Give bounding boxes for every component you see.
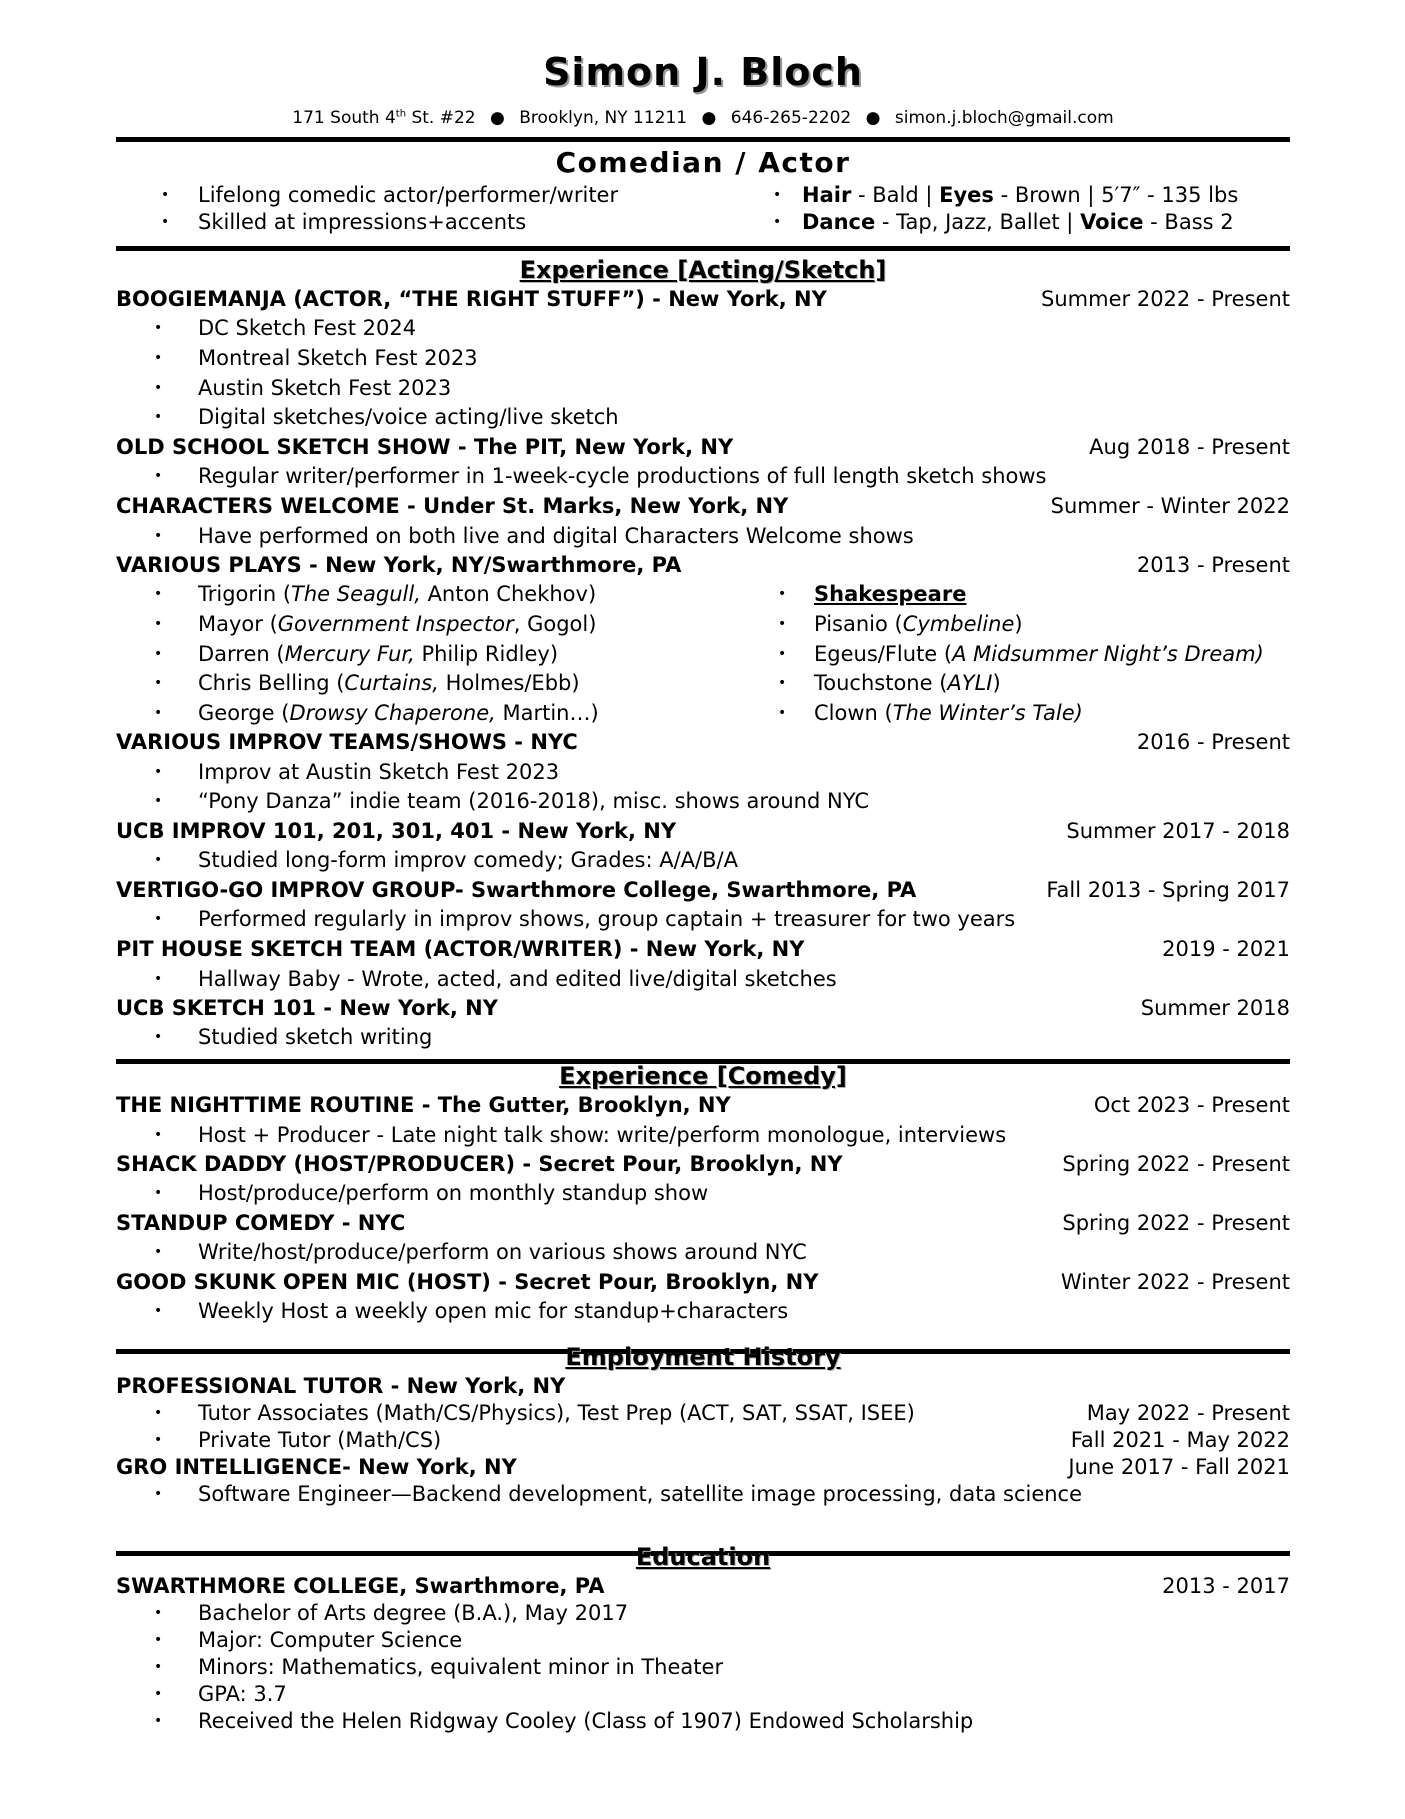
entry-bullet: • Regular writer/performer in 1-week-cycle productions of full length sketch shows [116, 461, 1290, 491]
bullet-icon: • [161, 214, 170, 230]
city: Brooklyn, NY 11211 [519, 108, 688, 128]
summary-item: Skilled at impressions+accents [198, 210, 527, 234]
entry-bullet: • Host + Producer - Late night talk show: write/perform monologue, interviews [116, 1120, 1290, 1150]
entry-date: Spring 2022 - Present [1062, 1152, 1290, 1176]
address: 171 South 4th St. #22 [292, 108, 476, 128]
entry-header: SWARTHMORE COLLEGE, Swarthmore, PA 2013 - 2017 [116, 1571, 1290, 1601]
entry-bullet: • Weekly Host a weekly open mic for standup+characters [116, 1296, 1290, 1326]
contact-line [116, 108, 1290, 128]
bullet-icon: • [154, 320, 163, 336]
entry-date: Winter 2022 - Present [1060, 1270, 1290, 1294]
entry-bullet: • Minors: Mathematics, equivalent minor in Theater [116, 1652, 1290, 1682]
entry-date: Summer 2022 - Present [1041, 287, 1290, 311]
entry-date: 2013 - 2017 [1162, 1574, 1290, 1598]
entry-bullet: • Montreal Sketch Fest 2023 [116, 343, 1290, 373]
bullet-icon: • [161, 187, 170, 203]
entry-bullet: • Improv at Austin Sketch Fest 2023 [116, 757, 1290, 787]
section-divider [116, 137, 1290, 142]
section-heading-comedy: Experience [Comedy] [559, 1062, 847, 1090]
entry-date: Aug 2018 - Present [1089, 435, 1290, 459]
bullet-icon: • [154, 705, 163, 721]
bullet-icon: • [778, 586, 787, 602]
bullet-icon: • [154, 1686, 163, 1702]
bullet-icon: • [154, 1632, 163, 1648]
bullet-icon: • [154, 793, 163, 809]
bullet-icon: • [154, 1303, 163, 1319]
plays-row: • Darren (Mercury Fur, Philip Ridley) • Egeus/Flute (A Midsummer Night’s Dream) [116, 639, 1290, 669]
bullet-icon: • [154, 616, 163, 632]
entry-bullet: • Digital sketches/voice acting/live sketch [116, 402, 1290, 432]
entry-date: Spring 2022 - Present [1062, 1211, 1290, 1235]
entry-bullet: • “Pony Danza” indie team (2016-2018), misc. shows around NYC [116, 786, 1290, 816]
bullet-icon: • [154, 1659, 163, 1675]
entry-bullet: • GPA: 3.7 [116, 1679, 1290, 1709]
entry-bullet: • Studied sketch writing [116, 1022, 1290, 1052]
entry-header: BOOGIEMANJA (ACTOR, “THE RIGHT STUFF”) - New York, NY Summer 2022 - Present [116, 284, 1290, 314]
bullet-icon: • [778, 616, 787, 632]
candidate-name: Simon J. Bloch [543, 50, 863, 94]
bullet-icon: • [778, 705, 787, 721]
entry-date: Fall 2013 - Spring 2017 [1046, 878, 1290, 902]
entry-bullet: • Received the Helen Ridgway Cooley (Class of 1907) Endowed Scholarship [116, 1706, 1290, 1736]
plays-row: • George (Drowsy Chaperone, Martin…) • Clown (The Winter’s Tale) [116, 698, 1290, 728]
entry-header: PIT HOUSE SKETCH TEAM (ACTOR/WRITER) - New York, NY 2019 - 2021 [116, 934, 1290, 964]
plays-row: • Mayor (Government Inspector, Gogol) • Pisanio (Cymbeline) [116, 609, 1290, 639]
entry-date: Oct 2023 - Present [1093, 1093, 1290, 1117]
bullet-icon: • [154, 971, 163, 987]
email-link[interactable]: simon.j.bloch@gmail.com [894, 108, 1114, 128]
entry-date: 2019 - 2021 [1162, 937, 1290, 961]
bullet-icon: • [154, 1029, 163, 1045]
role-title: Comedian / Actor [555, 146, 851, 179]
bullet-icon: • [154, 646, 163, 662]
entry-header: CHARACTERS WELCOME - Under St. Marks, New York, NY Summer - Winter 2022 [116, 491, 1290, 521]
entry-date: 2016 - Present [1136, 730, 1290, 754]
bullet-icon: • [154, 675, 163, 691]
entry-header: STANDUP COMEDY - NYC Spring 2022 - Present [116, 1208, 1290, 1238]
attributes-item: Hair - Bald | Eyes - Brown | 5′7″ - 135 lbs [802, 183, 1239, 207]
entry-bullet: • Bachelor of Arts degree (B.A.), May 2017 [116, 1598, 1290, 1628]
bullet-icon: • [154, 1486, 163, 1502]
entry-header: PROFESSIONAL TUTOR - New York, NY [116, 1374, 566, 1398]
separator-icon: ● [865, 108, 881, 128]
entry-bullet: • Software Engineer—Backend development, satellite image processing, data science [116, 1479, 1290, 1509]
entry-bullet: • Austin Sketch Fest 2023 [116, 373, 1290, 403]
entry-header: VARIOUS IMPROV TEAMS/SHOWS - NYC 2016 - Present [116, 727, 1290, 757]
bullet-icon: • [154, 852, 163, 868]
entry-bullet: • Write/host/produce/perform on various shows around NYC [116, 1237, 1290, 1267]
bullet-icon: • [154, 350, 163, 366]
section-heading-employment: Employment History [565, 1343, 841, 1371]
attributes-item: Dance - Tap, Jazz, Ballet | Voice - Bass 2 [802, 210, 1234, 234]
bullet-icon: • [154, 1244, 163, 1260]
entry-header: VARIOUS PLAYS - New York, NY/Swarthmore, PA 2013 - Present [116, 550, 1290, 580]
bullet-icon: • [154, 380, 163, 396]
entry-date: Fall 2021 - May 2022 [1070, 1428, 1290, 1452]
entry-header: GOOD SKUNK OPEN MIC (HOST) - Secret Pour, Brooklyn, NY Winter 2022 - Present [116, 1267, 1290, 1297]
separator-icon: ● [701, 108, 717, 128]
entry-bullet: • Studied long-form improv comedy; Grades: A/A/B/A [116, 845, 1290, 875]
entry-bullet: • Major: Computer Science [116, 1625, 1290, 1655]
entry-bullet: • Have performed on both live and digital Characters Welcome shows [116, 521, 1290, 551]
bullet-icon: • [154, 1185, 163, 1201]
bullet-icon: • [154, 1713, 163, 1729]
bullet-icon: • [154, 1605, 163, 1621]
bullet-icon: • [154, 409, 163, 425]
entry-header: GRO INTELLIGENCE- New York, NY June 2017 - Fall 2021 [116, 1452, 1290, 1482]
entry-header: SHACK DADDY (HOST/PRODUCER) - Secret Pour, Brooklyn, NY Spring 2022 - Present [116, 1149, 1290, 1179]
plays-row: • Chris Belling (Curtains, Holmes/Ebb) • Touchstone (AYLI) [116, 668, 1290, 698]
entry-header: UCB IMPROV 101, 201, 301, 401 - New York, NY Summer 2017 - 2018 [116, 816, 1290, 846]
entry-date: May 2022 - Present [1086, 1401, 1290, 1425]
bullet-icon: • [773, 187, 782, 203]
entry-date: 2013 - Present [1136, 553, 1290, 577]
bullet-icon: • [154, 1127, 163, 1143]
bullet-icon: • [154, 1405, 163, 1421]
bullet-icon: • [773, 214, 782, 230]
bullet-icon: • [778, 675, 787, 691]
bullet-icon: • [778, 646, 787, 662]
entry-date: Summer 2017 - 2018 [1066, 819, 1290, 843]
entry-header: THE NIGHTTIME ROUTINE - The Gutter, Brooklyn, NY Oct 2023 - Present [116, 1090, 1290, 1120]
entry-bullet: • Performed regularly in improv shows, group captain + treasurer for two years [116, 904, 1290, 934]
summary-row [116, 207, 1290, 237]
entry-header: VERTIGO-GO IMPROV GROUP- Swarthmore College, Swarthmore, PA Fall 2013 - Spring 2017 [116, 875, 1290, 905]
bullet-icon: • [154, 764, 163, 780]
entry-bullet: • Tutor Associates (Math/CS/Physics), Test Prep (ACT, SAT, SSAT, ISEE) May 2022 - Present [116, 1398, 1290, 1428]
summary-item: Lifelong comedic actor/performer/writer [198, 183, 619, 207]
bullet-icon: • [154, 528, 163, 544]
entry-header: UCB SKETCH 101 - New York, NY Summer 2018 [116, 993, 1290, 1023]
shakespeare-heading: Shakespeare [814, 582, 967, 606]
summary-row [116, 180, 1290, 210]
bullet-icon: • [154, 468, 163, 484]
section-heading-acting: Experience [Acting/Sketch] [519, 256, 887, 284]
entry-bullet: • DC Sketch Fest 2024 [116, 313, 1290, 343]
entry-date: Summer - Winter 2022 [1050, 494, 1290, 518]
entry-date: Summer 2018 [1140, 996, 1290, 1020]
bullet-icon: • [154, 586, 163, 602]
entry-header: OLD SCHOOL SKETCH SHOW - The PIT, New York, NY Aug 2018 - Present [116, 432, 1290, 462]
entry-bullet: • Host/produce/perform on monthly standup show [116, 1178, 1290, 1208]
phone[interactable]: 646-265-2202 [730, 108, 852, 128]
bullet-icon: • [154, 911, 163, 927]
entry-date: June 2017 - Fall 2021 [1068, 1455, 1290, 1479]
section-divider [116, 246, 1290, 251]
section-heading-education: Education [635, 1543, 771, 1571]
separator-icon: ● [490, 108, 505, 128]
entry-bullet: • Hallway Baby - Wrote, acted, and edited live/digital sketches [116, 964, 1290, 994]
bullet-icon: • [154, 1432, 163, 1448]
plays-row: • Trigorin (The Seagull, Anton Chekhov) • Shakespeare [116, 579, 1290, 609]
entry-bullet: • Private Tutor (Math/CS) Fall 2021 - May 2022 [116, 1425, 1290, 1455]
